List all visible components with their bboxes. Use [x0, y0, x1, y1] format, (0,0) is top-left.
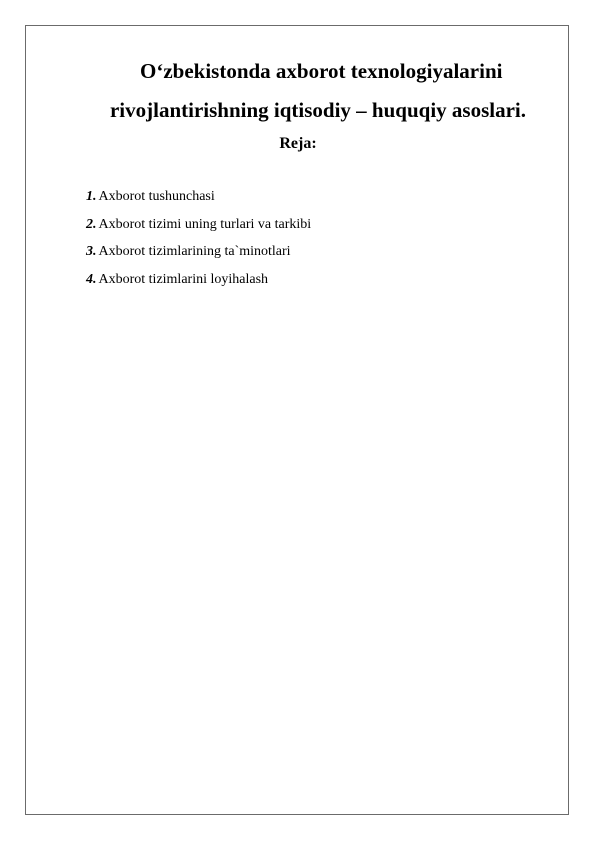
plan-heading: Reja:: [279, 135, 317, 152]
plan-item-number: 3.: [86, 244, 97, 259]
plan-item-text: Axborot tizimi uning turlari va tarkibi: [98, 216, 312, 232]
plan-item: [86, 188, 311, 216]
document-title-line-1: O‘zbekistonda axborot texnologiyalarini: [140, 59, 503, 83]
plan-item-number: 4.: [86, 271, 97, 287]
plan-list: [86, 188, 311, 298]
plan-item-text: Axborot tizimlarining ta`minotlari: [98, 244, 291, 259]
plan-item-number: 1.: [86, 189, 97, 204]
document-title-line-2: rivojlantirishning iqtisodiy – huquqiy asoslari.: [109, 98, 527, 122]
plan-item-text: Axborot tizimlarini loyihalash: [98, 271, 269, 287]
plan-item: [86, 216, 311, 244]
plan-item-number: 2.: [86, 216, 97, 232]
plan-item-text: Axborot tushunchasi: [98, 189, 215, 204]
plan-item: [86, 243, 311, 271]
plan-item: [86, 271, 311, 299]
